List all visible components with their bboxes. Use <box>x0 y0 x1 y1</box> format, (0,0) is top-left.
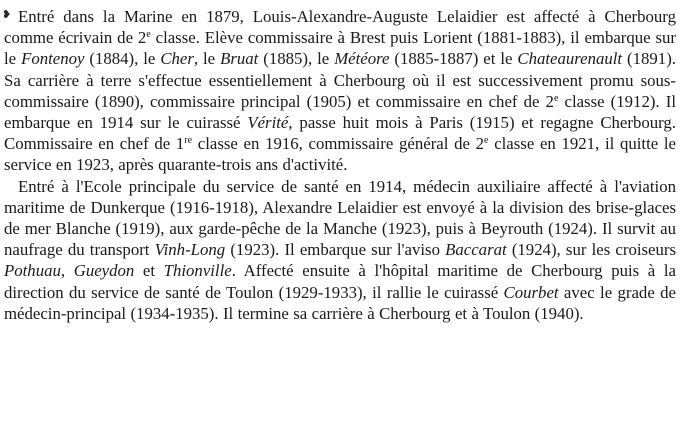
paragraph-text: classe (1912). Il embarque en 1914 sur le cuirassé <box>4 91 676 133</box>
paragraph-text: (1885-1887) et le <box>389 49 518 69</box>
ship-name: Chateaurenault <box>517 49 623 69</box>
paragraph-text: , passe huit mois à Paris (1915) et regagne Cherbourg. Commissaire en chef de 1 <box>4 113 676 154</box>
paragraph-text: avec le grade de médecin-principal (1934-1935). Il termine sa carrière à Cherbourg et à Toulon (1940). <box>4 282 676 323</box>
ship-name: Gueydon <box>73 261 135 281</box>
ship-name: Vérité <box>247 113 289 133</box>
paragraph-text: . Affecté ensuite à l'hôpital maritime de Cherbourg puis à la direction du service de santé de Toulon (1929-1933), il rallie le cuirassé <box>4 261 676 302</box>
paragraph-lelaidier-alexandre <box>4 176 676 324</box>
paragraph-text: Entré dans la Marine en 1879, Louis-Alexandre-Auguste Lelaidier est affecté à Cherbourg comme écrivain de 2 <box>4 7 676 48</box>
paragraph-text: (1923). Il embarque sur l'aviso <box>225 240 446 260</box>
paragraph-text: , le <box>193 49 221 69</box>
ship-name: Fontenoy <box>21 49 85 69</box>
paragraph-text: classe. Elève commissaire à Brest puis Lorient (1881-1883), il embarque sur le <box>4 28 676 69</box>
ship-name: Baccarat <box>445 240 507 260</box>
paragraph-text: (1924), sur les croiseurs <box>506 240 676 260</box>
ordinal-suffix: e <box>484 135 489 147</box>
ship-name: Météore <box>334 49 390 69</box>
paragraph-text: , <box>60 261 74 281</box>
paragraph-text: (1885), le <box>258 49 335 69</box>
paragraph-text: classe en 1916, commissaire général de 2 <box>192 134 485 154</box>
ordinal-suffix: e <box>146 29 151 41</box>
note-marker-icon: ❥ <box>2 9 12 21</box>
ordinal-suffix: re <box>184 135 193 147</box>
paragraph-lelaidier-louis <box>4 6 676 176</box>
ordinal-suffix: e <box>553 92 559 104</box>
paragraph-text: classe en 1921, il quitte le service en 1923, après quarante-trois ans d'activité. <box>4 134 676 175</box>
ship-name: Pothuau <box>4 261 61 281</box>
ship-name: Courbet <box>503 282 559 302</box>
paragraph-text: et <box>134 261 164 281</box>
ship-name: Bruat <box>220 49 259 69</box>
paragraph-text: (1884), le <box>84 49 161 69</box>
paragraph-text: Entré à l'Ecole principale du service de santé en 1914, médecin auxiliaire affecté à l'aviation maritime de Dunkerque (1916-1918), Alexandre Lelaidier est envoyé à la division des brise-glaces de mer Blanche (1919), aux garde-pêche de la Manche (1923), puis à Beyrouth (1924). Il survit au naufrage du transport <box>4 176 676 260</box>
ship-name: Thionville <box>163 261 232 281</box>
paragraph-text: (1891). Sa carrière à terre s'effectue essentiellement à Cherbourg où il est successivement promu sous-commissaire (1890), commissaire principal (1905) et commissaire en chef de 2 <box>4 49 676 111</box>
ship-name: Cher <box>160 49 194 69</box>
ship-name: Vinh-Long <box>154 240 226 260</box>
